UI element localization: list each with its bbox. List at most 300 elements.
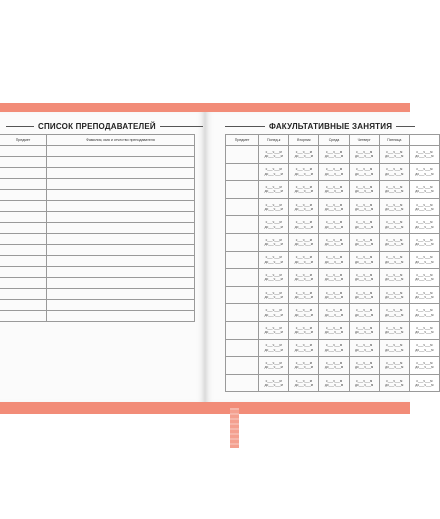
table-row — [0, 245, 195, 256]
time-from: с___ч___м — [356, 272, 373, 277]
time-cell — [259, 304, 289, 322]
table-row — [0, 300, 195, 311]
time-to: до___ч___м — [385, 295, 404, 300]
time-from: с___ч___м — [265, 202, 282, 207]
subject-cell — [0, 267, 47, 278]
teacher-name-cell — [47, 223, 195, 234]
time-to: до___ч___м — [385, 207, 404, 212]
time-to: до___ч___м — [415, 277, 434, 282]
table-row — [0, 146, 195, 157]
time-cell — [319, 233, 349, 251]
time-from: с___ч___м — [386, 184, 403, 189]
table-row — [0, 168, 195, 179]
time-cell — [289, 286, 319, 304]
title-rule-right — [160, 126, 203, 127]
table-row — [0, 267, 195, 278]
time-to: до___ч___м — [385, 154, 404, 159]
time-cell — [259, 198, 289, 216]
time-from: с___ч___м — [416, 237, 433, 242]
time-from: с___ч___м — [295, 255, 312, 260]
time-from: с___ч___м — [416, 308, 433, 313]
time-from: с___ч___м — [295, 220, 312, 225]
title-rule-right — [396, 126, 415, 127]
time-cell — [259, 286, 289, 304]
time-to: до___ч___м — [355, 259, 374, 264]
teacher-name-cell — [47, 245, 195, 256]
time-cell — [409, 321, 439, 339]
table-row — [0, 223, 195, 234]
teacher-name-cell — [47, 289, 195, 300]
subject-cell — [226, 163, 259, 181]
time-from: с___ч___м — [325, 202, 343, 207]
time-from: с___ч___м — [265, 184, 282, 189]
time-to: до___ч___м — [324, 295, 344, 300]
table-row — [226, 286, 440, 304]
time-to: до___ч___м — [294, 365, 313, 370]
teacher-name-cell — [47, 201, 195, 212]
time-from: с___ч___м — [356, 202, 373, 207]
header-teacher-name: Фамилия, имя и отчество преподавателя — [47, 135, 195, 146]
table-row — [0, 234, 195, 245]
time-from: с___ч___м — [265, 308, 282, 313]
time-from: с___ч___м — [265, 360, 282, 365]
header-wednesday: Среда — [319, 135, 349, 146]
time-from: с___ч___м — [325, 308, 343, 313]
time-from: с___ч___м — [356, 255, 373, 260]
time-to: до___ч___м — [415, 242, 434, 247]
subject-cell — [0, 256, 47, 267]
teacher-name-cell — [47, 278, 195, 289]
subject-cell — [0, 146, 47, 157]
time-from: с___ч___м — [386, 237, 403, 242]
time-to: до___ч___м — [294, 189, 313, 194]
time-from: с___ч___м — [356, 149, 373, 154]
time-to: до___ч___м — [324, 154, 344, 159]
time-from: с___ч___м — [325, 360, 343, 365]
left-page-title: СПИСОК ПРЕПОДАВАТЕЛЕЙ — [38, 122, 156, 131]
time-to: до___ч___м — [264, 171, 283, 176]
time-from: с___ч___м — [386, 255, 403, 260]
time-cell — [409, 216, 439, 234]
subject-cell — [0, 201, 47, 212]
time-cell — [379, 233, 409, 251]
time-to: до___ч___м — [355, 312, 374, 317]
time-to: до___ч___м — [264, 347, 283, 352]
teacher-name-cell — [47, 267, 195, 278]
time-from: с___ч___м — [416, 255, 433, 260]
table-row — [0, 289, 195, 300]
time-from: с___ч___м — [416, 343, 433, 348]
time-from: с___ч___м — [386, 343, 403, 348]
time-to: до___ч___м — [264, 312, 283, 317]
time-to: до___ч___м — [415, 347, 434, 352]
time-from: с___ч___м — [356, 308, 373, 313]
header-thursday: Четверг — [349, 135, 379, 146]
subject-cell — [226, 198, 259, 216]
time-from: с___ч___м — [356, 237, 373, 242]
table-row — [0, 201, 195, 212]
time-to: до___ч___м — [385, 277, 404, 282]
header-subject: Предмет — [0, 135, 47, 146]
time-to: до___ч___м — [415, 330, 434, 335]
time-cell — [319, 321, 349, 339]
time-to: до___ч___м — [294, 277, 313, 282]
time-cell — [289, 374, 319, 392]
time-to: до___ч___м — [294, 330, 313, 335]
time-cell — [259, 251, 289, 269]
time-to: до___ч___м — [385, 347, 404, 352]
time-cell — [289, 216, 319, 234]
time-to: до___ч___м — [415, 365, 434, 370]
time-to: до___ч___м — [264, 259, 283, 264]
time-from: с___ч___м — [265, 343, 282, 348]
time-from: с___ч___м — [386, 290, 403, 295]
time-from: с___ч___м — [416, 325, 433, 330]
time-cell — [289, 181, 319, 199]
time-to: до___ч___м — [294, 224, 313, 229]
time-from: с___ч___м — [416, 220, 433, 225]
table-row — [226, 251, 440, 269]
time-cell — [319, 181, 349, 199]
time-cell — [289, 198, 319, 216]
time-from: с___ч___м — [386, 325, 403, 330]
time-to: до___ч___м — [415, 383, 434, 388]
time-from: с___ч___м — [295, 149, 312, 154]
table-row — [226, 198, 440, 216]
table-row — [226, 357, 440, 375]
time-to: до___ч___м — [385, 330, 404, 335]
time-to: до___ч___м — [264, 330, 283, 335]
time-cell — [409, 304, 439, 322]
table-row — [0, 190, 195, 201]
subject-cell — [0, 278, 47, 289]
time-cell — [289, 233, 319, 251]
time-cell — [379, 198, 409, 216]
time-to: до___ч___м — [355, 189, 374, 194]
time-from: с___ч___м — [295, 272, 312, 277]
teacher-name-cell — [47, 300, 195, 311]
time-cell — [379, 374, 409, 392]
subject-cell — [226, 339, 259, 357]
subject-cell — [226, 321, 259, 339]
time-to: до___ч___м — [385, 189, 404, 194]
time-from: с___ч___м — [325, 343, 343, 348]
time-to: до___ч___м — [264, 189, 283, 194]
table-row — [226, 321, 440, 339]
teacher-name-cell — [47, 190, 195, 201]
table-row — [226, 269, 440, 287]
time-to: до___ч___м — [324, 224, 344, 229]
time-to: до___ч___м — [264, 224, 283, 229]
time-cell — [349, 269, 379, 287]
time-cell — [319, 374, 349, 392]
table-row — [0, 157, 195, 168]
electives-table — [225, 134, 440, 392]
table-row — [226, 146, 440, 164]
time-cell — [259, 357, 289, 375]
time-cell — [289, 357, 319, 375]
time-to: до___ч___м — [415, 207, 434, 212]
time-cell — [289, 269, 319, 287]
teacher-name-cell — [47, 168, 195, 179]
time-from: с___ч___м — [356, 378, 373, 383]
time-cell — [319, 163, 349, 181]
header-tuesday: Вторник — [289, 135, 319, 146]
subject-cell — [226, 286, 259, 304]
subject-cell — [226, 216, 259, 234]
time-cell — [319, 269, 349, 287]
subject-cell — [0, 212, 47, 223]
time-to: до___ч___м — [415, 171, 434, 176]
time-cell — [289, 251, 319, 269]
teacher-name-cell — [47, 157, 195, 168]
subject-cell — [226, 269, 259, 287]
time-from: с___ч___м — [356, 325, 373, 330]
subject-cell — [0, 190, 47, 201]
subject-cell — [226, 146, 259, 164]
subject-cell — [0, 245, 47, 256]
time-to: до___ч___м — [324, 383, 344, 388]
time-to: до___ч___м — [324, 207, 344, 212]
time-to: до___ч___м — [355, 295, 374, 300]
time-cell — [289, 146, 319, 164]
time-cell — [349, 357, 379, 375]
time-from: с___ч___м — [295, 167, 312, 172]
time-cell — [319, 146, 349, 164]
time-cell — [259, 146, 289, 164]
time-from: с___ч___м — [386, 220, 403, 225]
time-to: до___ч___м — [385, 365, 404, 370]
subject-cell — [0, 168, 47, 179]
table-row — [226, 304, 440, 322]
time-to: до___ч___м — [264, 383, 283, 388]
time-to: до___ч___м — [324, 312, 344, 317]
time-to: до___ч___м — [355, 154, 374, 159]
table-row — [226, 181, 440, 199]
time-cell — [349, 146, 379, 164]
time-cell — [319, 339, 349, 357]
time-from: с___ч___м — [265, 290, 282, 295]
time-cell — [379, 286, 409, 304]
time-from: с___ч___м — [295, 237, 312, 242]
time-to: до___ч___м — [294, 312, 313, 317]
time-to: до___ч___м — [324, 330, 344, 335]
subject-cell — [0, 300, 47, 311]
time-to: до___ч___м — [324, 365, 344, 370]
time-to: до___ч___м — [385, 383, 404, 388]
time-to: до___ч___м — [355, 383, 374, 388]
time-from: с___ч___м — [416, 184, 433, 189]
time-cell — [319, 357, 349, 375]
time-cell — [379, 339, 409, 357]
header-subject: Предмет — [226, 135, 259, 146]
time-cell — [319, 286, 349, 304]
subject-cell — [0, 223, 47, 234]
subject-cell — [226, 251, 259, 269]
time-cell — [319, 198, 349, 216]
title-rule-left — [6, 126, 34, 127]
table-row — [226, 374, 440, 392]
time-from: с___ч___м — [356, 343, 373, 348]
time-from: с___ч___м — [265, 272, 282, 277]
time-from: с___ч___м — [325, 272, 343, 277]
header-extra — [409, 135, 439, 146]
table-row — [0, 212, 195, 223]
time-cell — [349, 339, 379, 357]
time-to: до___ч___м — [294, 347, 313, 352]
time-to: до___ч___м — [415, 224, 434, 229]
time-from: с___ч___м — [265, 378, 282, 383]
time-to: до___ч___м — [294, 383, 313, 388]
subject-cell — [226, 181, 259, 199]
time-from: с___ч___м — [265, 167, 282, 172]
time-cell — [379, 216, 409, 234]
time-from: с___ч___м — [295, 308, 312, 313]
time-to: до___ч___м — [264, 295, 283, 300]
time-cell — [259, 163, 289, 181]
time-to: до___ч___м — [355, 207, 374, 212]
time-to: до___ч___м — [294, 207, 313, 212]
time-to: до___ч___м — [324, 171, 344, 176]
time-cell — [319, 251, 349, 269]
subject-cell — [226, 357, 259, 375]
time-cell — [409, 374, 439, 392]
time-cell — [259, 181, 289, 199]
right-page — [205, 112, 434, 402]
time-to: до___ч___м — [355, 365, 374, 370]
time-cell — [349, 181, 379, 199]
time-from: с___ч___м — [325, 167, 343, 172]
time-to: до___ч___м — [294, 295, 313, 300]
time-from: с___ч___м — [295, 378, 312, 383]
time-from: с___ч___м — [386, 272, 403, 277]
subject-cell — [0, 311, 47, 322]
time-cell — [409, 357, 439, 375]
time-cell — [259, 269, 289, 287]
time-to: до___ч___м — [355, 171, 374, 176]
time-from: с___ч___м — [325, 378, 343, 383]
time-cell — [289, 321, 319, 339]
table-row — [0, 278, 195, 289]
time-to: до___ч___м — [294, 242, 313, 247]
time-cell — [349, 216, 379, 234]
time-from: с___ч___м — [416, 202, 433, 207]
time-to: до___ч___м — [324, 347, 344, 352]
time-from: с___ч___м — [325, 184, 343, 189]
time-cell — [379, 181, 409, 199]
time-cell — [409, 163, 439, 181]
time-to: до___ч___м — [264, 154, 283, 159]
time-from: с___ч___м — [386, 167, 403, 172]
time-to: до___ч___м — [324, 242, 344, 247]
time-from: с___ч___м — [325, 325, 343, 330]
header-monday: Понед-к — [259, 135, 289, 146]
time-to: до___ч___м — [385, 242, 404, 247]
time-from: с___ч___м — [265, 255, 282, 260]
time-to: до___ч___м — [264, 365, 283, 370]
table-row — [226, 216, 440, 234]
time-cell — [349, 304, 379, 322]
time-from: с___ч___м — [295, 184, 312, 189]
time-from: с___ч___м — [416, 378, 433, 383]
time-cell — [379, 321, 409, 339]
time-to: до___ч___м — [355, 224, 374, 229]
time-from: с___ч___м — [356, 220, 373, 225]
time-from: с___ч___м — [295, 360, 312, 365]
electives-header-row — [226, 135, 440, 146]
time-from: с___ч___м — [295, 202, 312, 207]
time-to: до___ч___м — [415, 189, 434, 194]
time-cell — [409, 269, 439, 287]
time-to: до___ч___м — [264, 242, 283, 247]
time-from: с___ч___м — [416, 290, 433, 295]
time-to: до___ч___м — [415, 295, 434, 300]
time-to: до___ч___м — [264, 207, 283, 212]
subject-cell — [0, 234, 47, 245]
time-from: с___ч___м — [265, 325, 282, 330]
time-from: с___ч___м — [265, 220, 282, 225]
time-from: с___ч___м — [416, 149, 433, 154]
time-cell — [379, 146, 409, 164]
teachers-table — [0, 134, 195, 322]
time-from: с___ч___м — [325, 237, 343, 242]
time-to: до___ч___м — [324, 277, 344, 282]
subject-cell — [226, 233, 259, 251]
time-cell — [259, 339, 289, 357]
right-page-title: ФАКУЛЬТАТИВНЫЕ ЗАНЯТИЯ — [269, 122, 393, 131]
subject-cell — [226, 304, 259, 322]
time-from: с___ч___м — [325, 149, 343, 154]
time-cell — [409, 198, 439, 216]
teachers-header-row — [0, 135, 195, 146]
time-from: с___ч___м — [356, 290, 373, 295]
time-from: с___ч___м — [356, 184, 373, 189]
time-cell — [379, 163, 409, 181]
time-to: до___ч___м — [355, 330, 374, 335]
time-from: с___ч___м — [386, 378, 403, 383]
time-cell — [289, 304, 319, 322]
time-to: до___ч___м — [324, 189, 344, 194]
time-to: до___ч___м — [415, 259, 434, 264]
time-to: до___ч___м — [264, 277, 283, 282]
time-cell — [379, 269, 409, 287]
time-from: с___ч___м — [386, 149, 403, 154]
time-cell — [289, 163, 319, 181]
time-from: с___ч___м — [295, 325, 312, 330]
table-row — [0, 256, 195, 267]
teacher-name-cell — [47, 311, 195, 322]
time-cell — [259, 321, 289, 339]
left-page — [0, 112, 205, 402]
teacher-name-cell — [47, 179, 195, 190]
time-to: до___ч___м — [385, 224, 404, 229]
time-cell — [319, 216, 349, 234]
time-cell — [379, 357, 409, 375]
time-from: с___ч___м — [356, 167, 373, 172]
time-from: с___ч___м — [265, 149, 282, 154]
time-cell — [409, 339, 439, 357]
time-cell — [409, 146, 439, 164]
time-from: с___ч___м — [386, 202, 403, 207]
time-to: до___ч___м — [385, 171, 404, 176]
time-to: до___ч___м — [385, 259, 404, 264]
time-from: с___ч___м — [325, 220, 343, 225]
time-to: до___ч___м — [294, 259, 313, 264]
time-from: с___ч___м — [295, 343, 312, 348]
subject-cell — [0, 157, 47, 168]
time-cell — [409, 181, 439, 199]
teacher-name-cell — [47, 234, 195, 245]
